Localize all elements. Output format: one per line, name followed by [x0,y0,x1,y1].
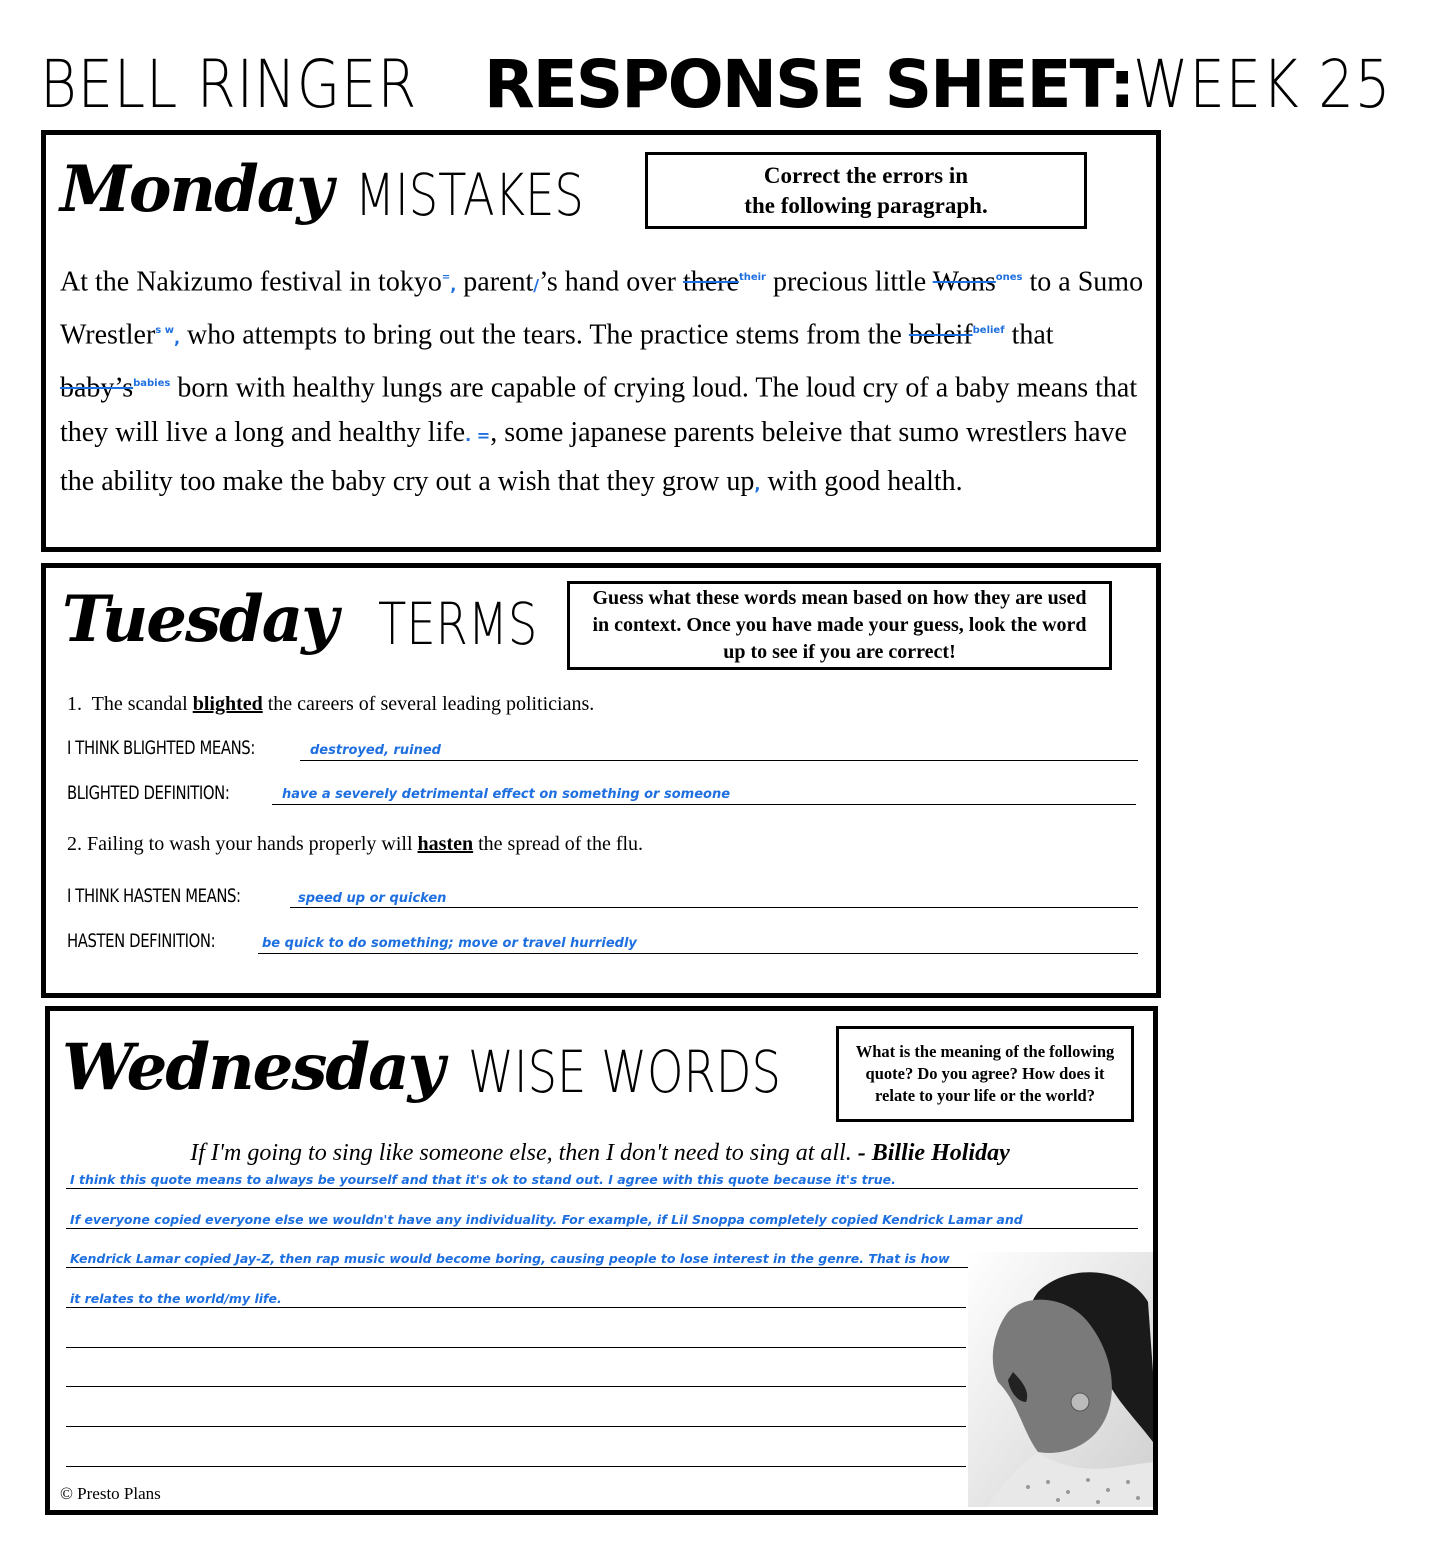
paragraph-segment: Sumo Wrestler [60,266,1144,351]
paragraph-segment: tokyo [378,266,442,298]
term-sentence-2-post: the spread of the flu. [473,833,644,855]
definition-label-2: HASTEN DEFINITION: [67,930,216,952]
term-question-2 [67,833,643,856]
wednesday-section-title: WISE WORDS [468,1038,781,1106]
definition-answer-2: be quick to do something; move or travel hurriedly [262,936,637,951]
correction-note: belief [972,324,1005,336]
paragraph-segment: baby’s [60,371,134,403]
response-line-2 [66,1228,1138,1229]
response-answer-2: If everyone copied everyone else we wouldn't have any individuality. For example, if Lil Snoppa completely copied Kendrick Lamar and [70,1212,1023,1227]
response-line-4 [66,1307,966,1308]
term-number-2: 2. [67,833,82,855]
paragraph-segment: Wons [932,266,996,298]
think-line-1 [300,760,1138,761]
think-label-1: I THINK BLIGHTED MEANS: [67,737,255,759]
quote-author: - Billie Holiday [851,1140,1010,1166]
paragraph-segment: to a [1022,266,1078,298]
page-title [40,42,1392,128]
correction-note: their [738,272,766,283]
monday-instructions-line-2: the following paragraph. [744,192,988,218]
correction-mark: / [533,275,540,295]
definition-line-1 [272,804,1136,805]
billie-holiday-photo [968,1252,1153,1507]
paragraph-segment: parent [456,266,534,298]
correction-mark: , [173,328,181,348]
tuesday-section-title: TERMS [378,590,538,658]
response-line-6 [66,1386,966,1387]
title-part-2: RESPONSE SHEET: [483,46,1134,123]
copyright: © Presto Plans [60,1484,161,1503]
paragraph-segment: precious little [765,266,933,298]
response-line-8 [66,1466,966,1467]
paragraph-segment: born with healthy lungs are capable of crying loud. The loud cry of a baby means that they will live a long and healthy life [60,371,1138,449]
monday-instructions [645,152,1087,229]
paragraph-segment: ’s hand over [539,266,683,298]
correction-note: babies [133,377,171,389]
correction-note: = [441,272,451,283]
tuesday-heading: Tuesday [62,582,337,657]
correction-note: ones [995,272,1023,283]
tuesday-instructions: Guess what these words mean based on how they are used in context. Once you have made your guess, look the word up to see if you are correct! [567,581,1112,670]
paragraph-segment: there [682,266,739,298]
term-word-2: hasten [417,833,474,855]
think-line-2 [290,907,1138,908]
term-word-1: blighted [192,693,263,715]
response-line-7 [66,1426,966,1427]
definition-label-1: BLIGHTED DEFINITION: [67,782,230,804]
monday-heading: Monday [60,152,332,227]
monday-instructions-line-1: Correct the errors in [763,162,969,188]
correction-mark: , [450,275,457,295]
paragraph-segment: , some japanese parents beleive that sumo wrestlers have the ability too make the baby cry out a wish that they grow up [60,417,1127,497]
term-number-1: 1. [67,693,82,715]
response-line-5 [66,1347,966,1348]
title-part-1: BELL RINGER [40,46,418,123]
term-question-1 [67,693,594,716]
definition-line-2 [258,953,1138,954]
response-answer-4: it relates to the world/my life. [70,1291,282,1306]
term-sentence-1-post: the careers of several leading politicians. [262,693,595,715]
term-sentence-1-pre: The scandal [82,693,193,715]
paragraph-segment: that [1004,319,1054,351]
wednesday-heading: Wednesday [62,1030,443,1105]
title-part-3: WEEK 25 [1133,46,1392,123]
paragraph-segment: At the Nakizumo festival in [60,266,379,298]
response-line-1 [66,1188,1138,1189]
paragraph-segment: with good health. [760,465,963,497]
quote [60,1140,1140,1167]
definition-answer-1: have a severely detrimental effect on something or someone [282,787,731,802]
correction-note: s w [155,324,174,336]
correction-mark: . = [465,426,491,446]
paragraph-segment: who attempts to bring out the tears. The practice stems from the [180,319,909,351]
think-label-2: I THINK HASTEN MEANS: [67,885,241,907]
quote-text: If I'm going to sing like someone else, then I don't need to sing at all. [190,1140,852,1166]
portrait-illustration [968,1252,1153,1507]
think-answer-2: speed up or quicken [298,891,447,906]
paragraph-segment: beleif [908,319,973,351]
monday-section-title: MISTAKES [355,161,584,229]
monday-paragraph [60,255,1145,507]
response-answer-1: I think this quote means to always be yourself and that it's ok to stand out. I agree with this quote because it's true. [70,1172,896,1187]
correction-mark: , [754,474,761,494]
think-answer-1: destroyed, ruined [310,743,441,758]
response-answer-3: Kendrick Lamar copied Jay-Z, then rap music would become boring, causing people to lose interest in the genre. That is how [70,1251,950,1266]
wednesday-instructions: What is the meaning of the following quote? Do you agree? How does it relate to your life or the world? [836,1026,1134,1122]
term-sentence-2-pre: Failing to wash your hands properly will [82,833,418,855]
